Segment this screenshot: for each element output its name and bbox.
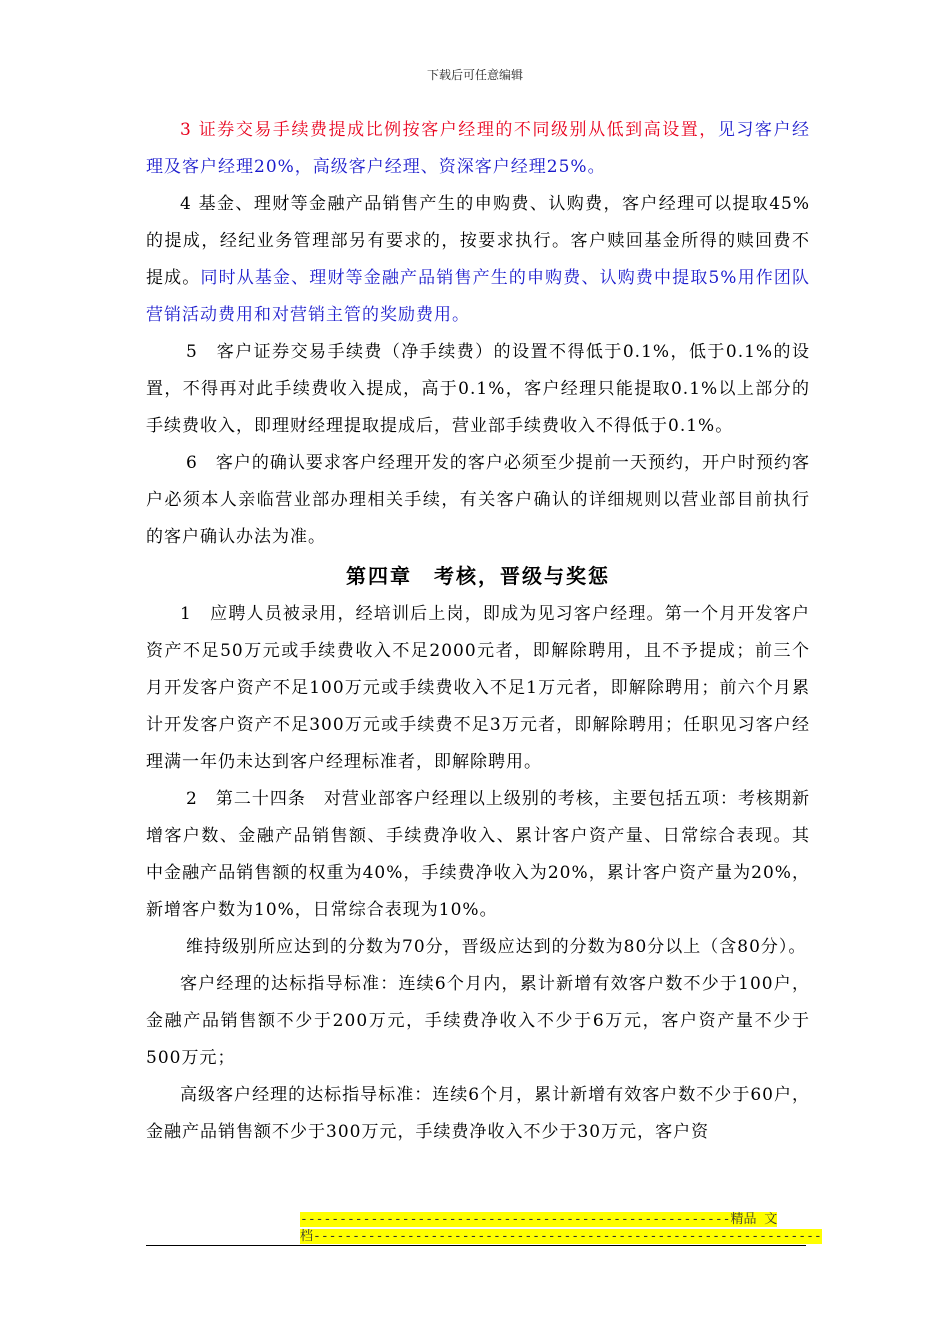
paragraph-3-red-text: 3 证券交易手续费提成比例按客户经理的不同级别从低到高设置， (180, 120, 718, 140)
footer-line-1: -------------------------------------------------------精品 文 (300, 1212, 778, 1227)
chapter-paragraph-5: 高级客户经理的达标指导标准：连续6个月，累计新增有效客户数不少于60户，金融产品销售额不少于300万元，手续费净收入不少于30万元，客户资 (146, 1085, 810, 1142)
chapter-paragraph-1: 1 应聘人员被录用，经培训后上岗，即成为见习客户经理。第一个月开发客户资产不足50万元或手续费收入不足2000元者，即解除聘用，且不予提成；前三个月开发客户资产不足100万元或手续费收入不足1万元者，即解除聘用；前六个月累计开发客户资产不足300万元或手续费不足3万元者，即解除聘用；任职见习客户经理满一年仍未达到客户经理标准者，即解除聘用。 (146, 604, 810, 772)
chapter-title: 第四章 考核，晋级与奖惩 (346, 564, 610, 588)
paragraph-4-text: 4 基金、理财等金融产品销售产生的申购费、认购费，客户经理可以提取45%的提成，经纪业务管理部另有要求的，按要求执行。客户赎回基金所得的赎回费不提成。 (146, 194, 810, 288)
chapter-paragraph-4: 客户经理的达标指导标准：连续6个月内，累计新增有效客户数不少于100户，金融产品销售额不少于200万元，手续费净收入不少于6万元，客户资产量不少于500万元； (146, 974, 810, 1068)
footer-rule (146, 1245, 806, 1246)
paragraph-3 (146, 112, 810, 186)
page-footer (300, 1211, 822, 1245)
footer-line-2: 档----------------------------------------------------------------- (300, 1229, 822, 1244)
chapter-paragraph-2: 2 第二十四条 对营业部客户经理以上级别的考核，主要包括五项：考核期新增客户数、金融产品销售额、手续费净收入、累计客户资产量、日常综合表现。其中金融产品销售额的权重为40%，手续费净收入为20%，累计客户资产量为20%，新增客户数为10%，日常综合表现为10%。 (146, 789, 810, 920)
paragraph-6: 6 客户的确认要求客户经理开发的客户必须至少提前一天预约，开户时预约客户必须本人亲临营业部办理相关手续，有关客户确认的详细规则以营业部目前执行的客户确认办法为准。 (146, 453, 810, 547)
paragraph-4-blue-text: 同时从基金、理财等金融产品销售产生的申购费、认购费中提取5%用作团队营销活动费用和对营销主管的奖励费用。 (146, 268, 811, 325)
paragraph-4 (146, 186, 810, 334)
paragraph-5: 5 客户证券交易手续费（净手续费）的设置不得低于0.1%，低于0.1%的设置，不得再对此手续费收入提成，高于0.1%，客户经理只能提取0.1%以上部分的手续费收入，即理财经理提取提成后，营业部手续费收入不得低于0.1%。 (146, 342, 810, 436)
document-body (146, 112, 810, 1151)
chapter-paragraph-3: 维持级别所应达到的分数为70分，晋级应达到的分数为80分以上（含80分）。 (186, 937, 807, 957)
page-header: 下载后可任意编辑 (426, 68, 523, 82)
paragraph-3-blue-text: 见习客户经理及客户经理20%，高级客户经理、资深客户经理25%。 (146, 120, 811, 177)
